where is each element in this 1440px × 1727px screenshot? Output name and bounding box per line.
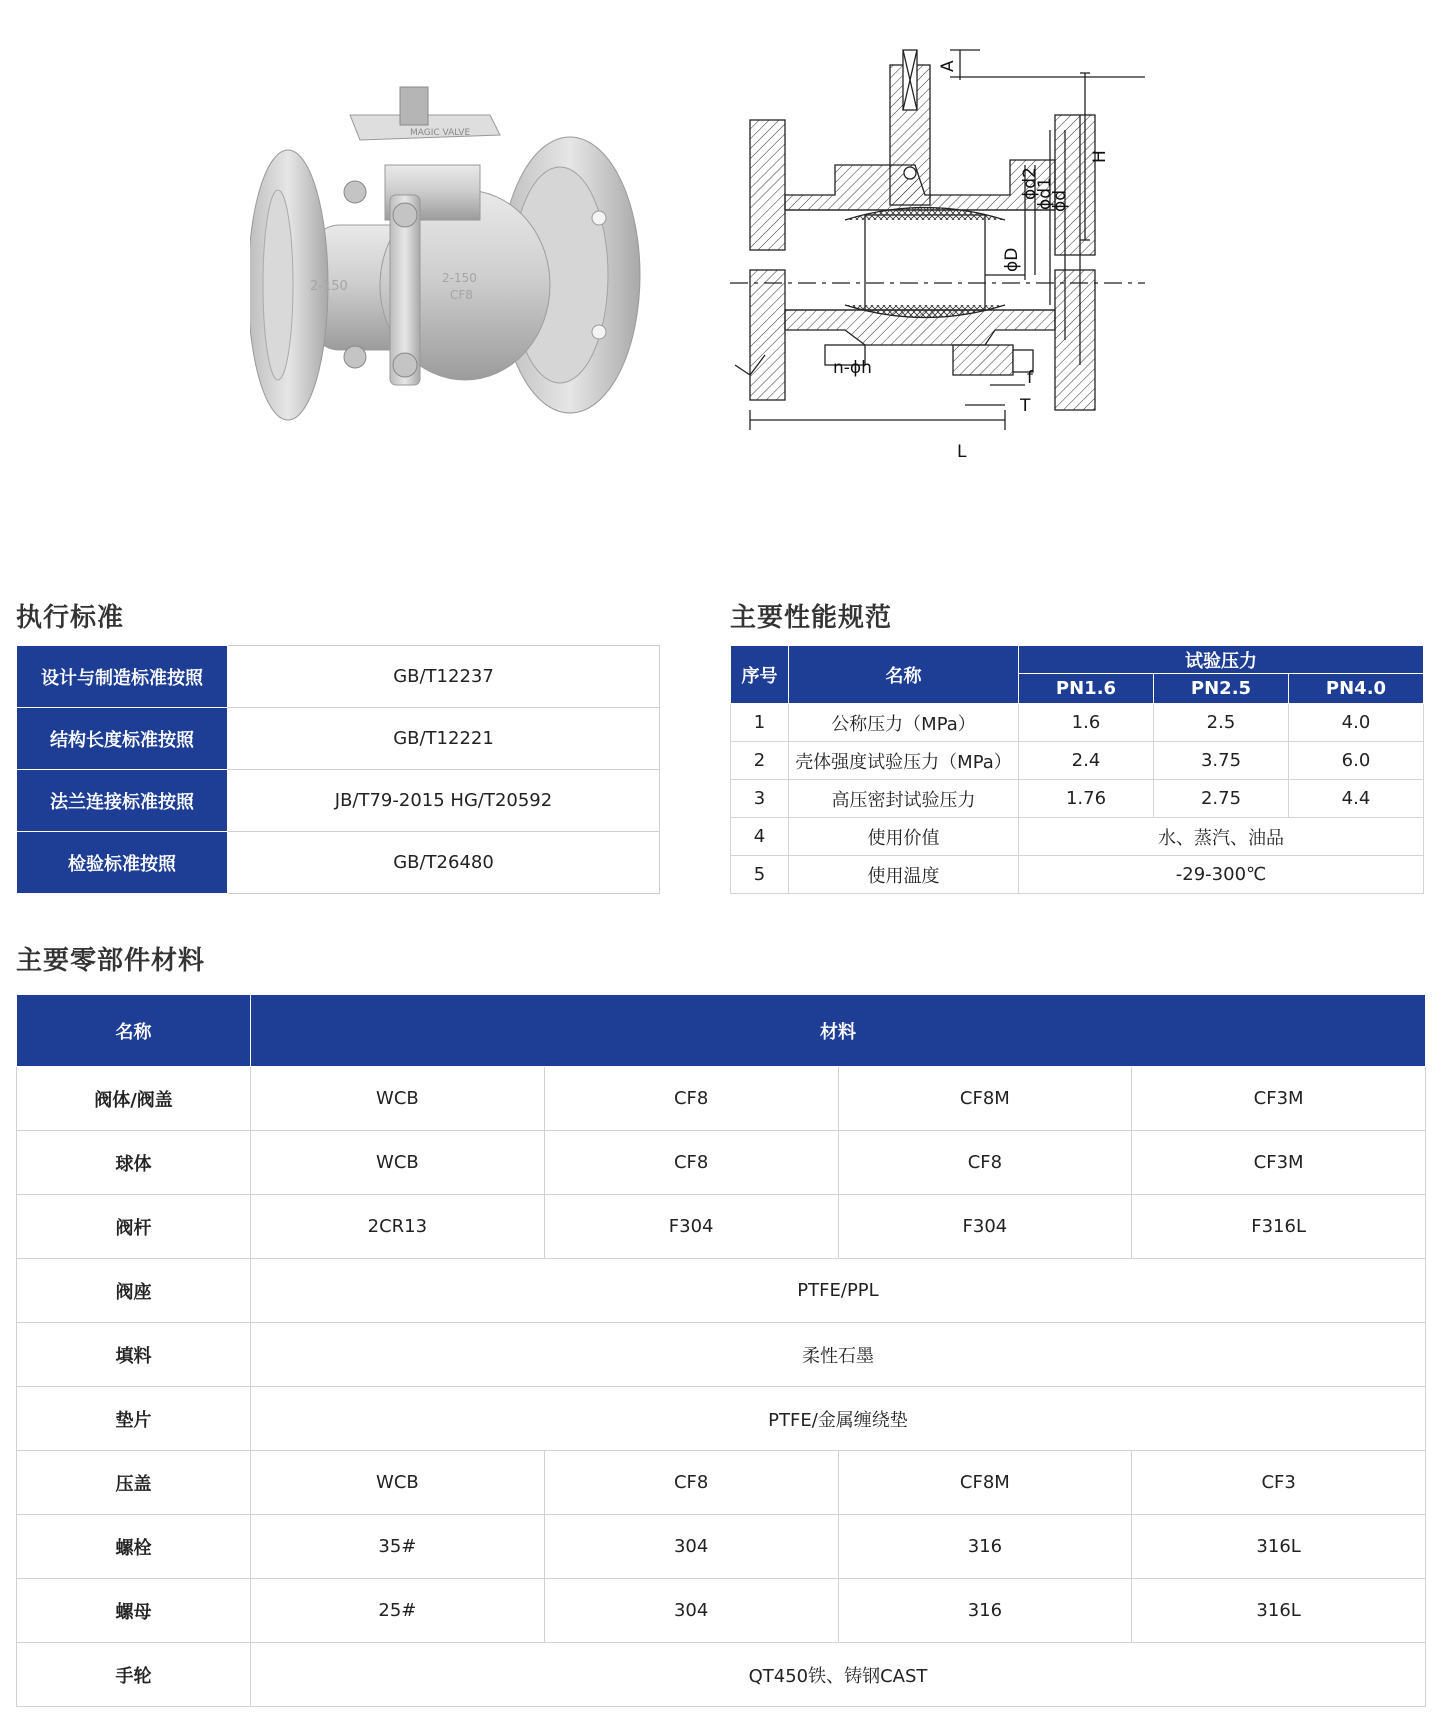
material-value: CF3M	[1132, 1067, 1426, 1131]
standards-row	[17, 770, 660, 832]
spec-value: 1.76	[1019, 780, 1154, 818]
part-name: 阀杆	[17, 1195, 251, 1259]
row-number: 3	[731, 780, 789, 818]
material-value: 柔性石墨	[251, 1323, 1426, 1387]
material-value: CF8	[544, 1067, 838, 1131]
dim-label-f: f	[1027, 368, 1033, 388]
col-header-pn: PN2.5	[1154, 674, 1289, 704]
dimension-drawing	[725, 45, 1230, 480]
performance-row	[731, 780, 1424, 818]
dim-label-D: ϕD	[1002, 247, 1022, 272]
spec-value: -29-300℃	[1019, 856, 1424, 894]
spec-value: 水、蒸汽、油品	[1019, 818, 1424, 856]
material-value: CF8M	[838, 1451, 1132, 1515]
material-row	[17, 1579, 1426, 1643]
standard-label: 检验标准按照	[17, 832, 228, 894]
material-value: 316	[838, 1515, 1132, 1579]
material-value: 35#	[251, 1515, 545, 1579]
material-row	[17, 1131, 1426, 1195]
product-photo	[250, 85, 660, 470]
spec-value: 4.4	[1289, 780, 1424, 818]
material-value: F316L	[1132, 1195, 1426, 1259]
standard-value: GB/T12237	[228, 646, 660, 708]
material-row	[17, 1451, 1426, 1515]
material-value: PTFE/PPL	[251, 1259, 1426, 1323]
performance-row	[731, 818, 1424, 856]
material-row	[17, 1643, 1426, 1707]
material-value: CF8	[544, 1131, 838, 1195]
standards-row	[17, 708, 660, 770]
materials-title: 主要零部件材料	[16, 946, 206, 976]
standards-table	[16, 645, 660, 894]
standards-row	[17, 646, 660, 708]
standard-label: 设计与制造标准按照	[17, 646, 228, 708]
col-header-test-pressure: 试验压力	[1019, 646, 1424, 674]
body-marking: CF8	[450, 288, 473, 302]
standards-row	[17, 832, 660, 894]
spec-name: 高压密封试验压力	[789, 780, 1019, 818]
spec-value: 2.75	[1154, 780, 1289, 818]
part-name: 手轮	[17, 1643, 251, 1707]
dim-label-d2: ϕd2	[1020, 167, 1040, 200]
col-header-pn: PN1.6	[1019, 674, 1154, 704]
spec-name: 壳体强度试验压力（MPa）	[789, 742, 1019, 780]
material-row	[17, 1195, 1426, 1259]
performance-row	[731, 856, 1424, 894]
spec-value: 3.75	[1154, 742, 1289, 780]
dim-label-d1: ϕd1	[1035, 177, 1055, 210]
part-name: 阀体/阀盖	[17, 1067, 251, 1131]
material-row	[17, 1067, 1426, 1131]
material-value: 304	[544, 1579, 838, 1643]
material-row	[17, 1515, 1426, 1579]
dim-label-A: A	[938, 60, 958, 72]
material-value: 304	[544, 1515, 838, 1579]
material-value: PTFE/金属缠绕垫	[251, 1387, 1426, 1451]
material-value: WCB	[251, 1451, 545, 1515]
material-value: CF8	[838, 1131, 1132, 1195]
material-value: WCB	[251, 1131, 545, 1195]
material-value: 2CR13	[251, 1195, 545, 1259]
material-row	[17, 1259, 1426, 1323]
spec-value: 1.6	[1019, 704, 1154, 742]
dim-label-L: L	[957, 442, 967, 462]
material-value: QT450铁、铸钢CAST	[251, 1643, 1426, 1707]
performance-row	[731, 742, 1424, 780]
standards-title: 执行标准	[16, 603, 125, 633]
spec-name: 公称压力（MPa）	[789, 704, 1019, 742]
svg-text:MAGIC VALVE: MAGIC VALVE	[410, 128, 471, 138]
material-row	[17, 1323, 1426, 1387]
part-name: 填料	[17, 1323, 251, 1387]
material-value: 316L	[1132, 1515, 1426, 1579]
row-number: 1	[731, 704, 789, 742]
part-name: 压盖	[17, 1451, 251, 1515]
row-number: 4	[731, 818, 789, 856]
col-header-name: 名称	[789, 646, 1019, 704]
performance-table	[730, 645, 1424, 894]
spec-name: 使用温度	[789, 856, 1019, 894]
standard-label: 结构长度标准按照	[17, 708, 228, 770]
standard-value: GB/T12221	[228, 708, 660, 770]
dim-label-H: H	[1090, 150, 1110, 163]
spec-value: 2.5	[1154, 704, 1289, 742]
dim-label-nh: n-ϕh	[833, 358, 872, 378]
performance-title: 主要性能规范	[730, 603, 893, 633]
material-value: CF3	[1132, 1451, 1426, 1515]
materials-rows	[17, 1067, 1426, 1707]
material-value: CF8	[544, 1451, 838, 1515]
col-header-pn: PN4.0	[1289, 674, 1424, 704]
material-value: CF8M	[838, 1067, 1132, 1131]
standard-value: GB/T26480	[228, 832, 660, 894]
material-value: F304	[544, 1195, 838, 1259]
performance-rows	[731, 704, 1424, 894]
material-value: WCB	[251, 1067, 545, 1131]
material-value: 316L	[1132, 1579, 1426, 1643]
material-row	[17, 1387, 1426, 1451]
dim-label-T: T	[1020, 396, 1031, 416]
material-value: 25#	[251, 1579, 545, 1643]
col-header-part-name: 名称	[17, 995, 251, 1067]
part-name: 螺母	[17, 1579, 251, 1643]
standard-label: 法兰连接标准按照	[17, 770, 228, 832]
spec-value: 2.4	[1019, 742, 1154, 780]
material-value: F304	[838, 1195, 1132, 1259]
part-name: 球体	[17, 1131, 251, 1195]
col-header-material: 材料	[251, 995, 1426, 1067]
spec-name: 使用价值	[789, 818, 1019, 856]
materials-table	[16, 994, 1426, 1707]
performance-row	[731, 704, 1424, 742]
col-header-no: 序号	[731, 646, 789, 704]
spec-value: 4.0	[1289, 704, 1424, 742]
standard-value: JB/T79-2015 HG/T20592	[228, 770, 660, 832]
row-number: 5	[731, 856, 789, 894]
body-marking: 2-150	[310, 279, 348, 294]
body-marking: 2-150	[442, 271, 477, 285]
row-number: 2	[731, 742, 789, 780]
part-name: 阀座	[17, 1259, 251, 1323]
part-name: 垫片	[17, 1387, 251, 1451]
part-name: 螺栓	[17, 1515, 251, 1579]
spec-value: 6.0	[1289, 742, 1424, 780]
material-value: 316	[838, 1579, 1132, 1643]
standards-rows	[17, 646, 660, 894]
material-value: CF3M	[1132, 1131, 1426, 1195]
dim-label-d: ϕd	[1050, 189, 1070, 212]
